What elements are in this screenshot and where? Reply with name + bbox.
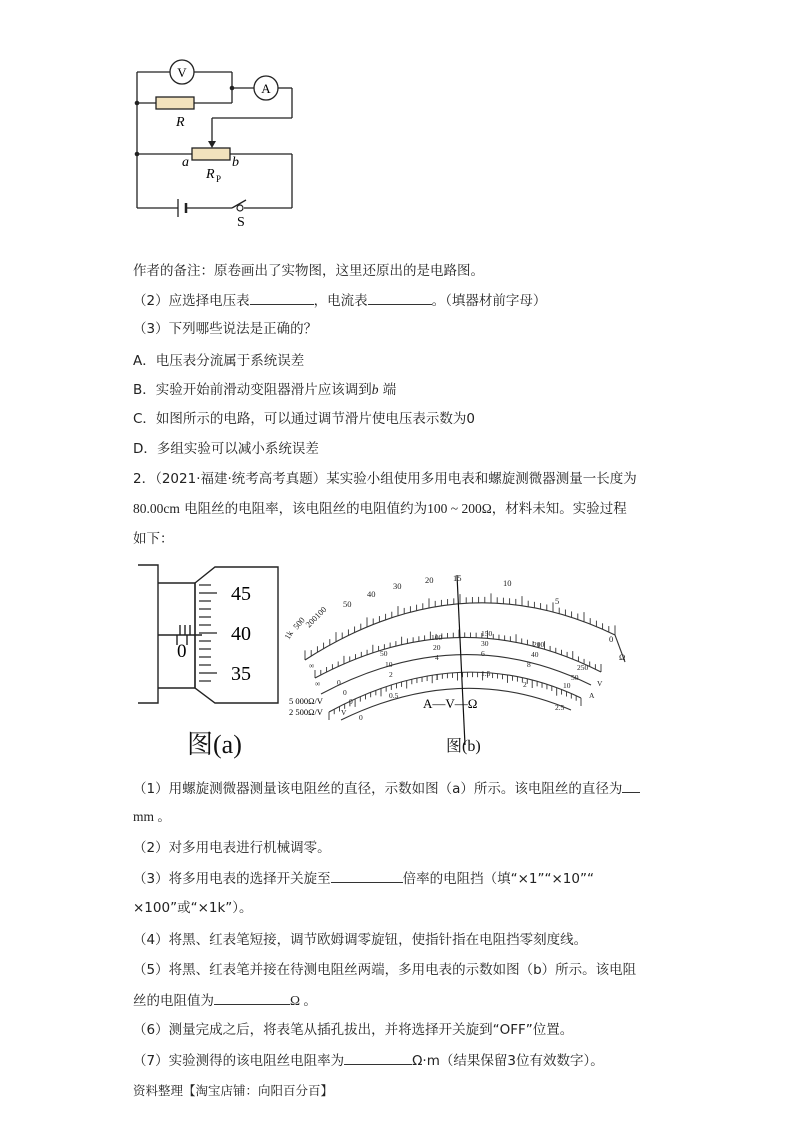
step-5-cont (133, 991, 317, 1010)
q2-text-1: （2）应选择电压表 (133, 293, 250, 309)
step-5-unit: Ω 。 (290, 993, 317, 1008)
meter-model-label: A—V—Ω (423, 696, 478, 711)
omega-label-30: 30 (393, 581, 402, 591)
step-7-tail: Ω·m（结果保留3位有效数字）。 (412, 1053, 604, 1069)
left-mark-1: ∞ (309, 661, 315, 670)
figure-a-caption: 图(a) (187, 730, 242, 759)
dc-scale-150: 150 (481, 629, 493, 638)
omega-label-5: 5 (555, 596, 560, 606)
step-5-text: 丝的电阻值为 (133, 993, 214, 1009)
step-1-text: （1）用螺旋测微器测量该电阻丝的直径，示数如图（a）所示。该电阻丝的直径为 (133, 781, 623, 797)
step-3-text: （3）将多用电表的选择开关旋至 (133, 871, 331, 887)
option-c: C．如图所示的电路，可以通过调节滑片使电压表示数为0 (133, 411, 476, 427)
dc-scale3-10: 10 (563, 681, 571, 690)
circuit-diagram (0, 0, 800, 230)
question-3: （3）下列哪些说法是正确的？ (133, 321, 318, 337)
step-1-unit (133, 808, 171, 826)
option-a: A．电压表分流属于系统误差 (133, 353, 305, 369)
meter-needle (457, 575, 465, 745)
problem-2-line-2 (133, 500, 627, 518)
sensitivity-5000: 5 000Ω/V (289, 696, 323, 706)
dc-scale2-40: 40 (531, 650, 539, 659)
omega-label-15: 15 (453, 573, 462, 583)
right-mark-a: A (589, 691, 595, 700)
dc-scale3-0: 0 (349, 697, 353, 706)
rheostat-end-b: b (232, 155, 239, 170)
rheostat-subscript: P (216, 174, 222, 184)
dc-scale3-2: 2 (389, 670, 393, 679)
omega-label-40: 40 (367, 589, 376, 599)
q2-ammeter-blank[interactable] (368, 291, 432, 305)
left-mark-2: ∞ (315, 679, 321, 688)
left-mark-3: V (341, 708, 347, 717)
dc-scale3-4: 4 (435, 653, 439, 662)
problem-2-text: 电阻丝的电阻率，该电阻丝的电阻值约为 (179, 501, 428, 517)
omega-label-200-100: 200100 (303, 604, 329, 630)
omega-label-0: 0 (609, 634, 614, 644)
option-b (133, 381, 396, 399)
dc-scale-200: 200 (533, 640, 545, 649)
step-7-text: （7）实验测得的该电阻丝电阻率为 (133, 1053, 345, 1069)
dc-scale-0: 0 (337, 678, 341, 687)
rheostat-end-a: a (182, 155, 189, 170)
wire-length: 80.00cm (133, 501, 180, 516)
step-3 (133, 869, 594, 888)
micrometer-tick-45: 45 (231, 583, 251, 605)
step-3-cont: ×100”或“×1k”）。 (133, 900, 253, 916)
problem-2-line-3: 如下： (133, 531, 174, 547)
dc-scale3-8: 8 (527, 660, 531, 669)
ac-scale-2: 2 (523, 680, 527, 689)
option-b-tail: 端 (378, 382, 397, 398)
dc-scale3-6: 6 (481, 649, 485, 658)
micrometer-tick-40: 40 (231, 623, 251, 645)
omega-label-10: 10 (503, 578, 512, 588)
dc-scale-100: 100 (431, 633, 443, 642)
author-note: 作者的备注：原卷画出了实物图，这里还原出的是电路图。 (133, 263, 484, 279)
dc-scale2-10: 10 (385, 660, 393, 669)
option-b-text: B．实验开始前滑动变阻器滑片应该调到 (133, 382, 372, 398)
dc-scale2-20: 20 (433, 643, 441, 652)
voltmeter-label: V (177, 65, 187, 80)
right-mark-v: V (597, 679, 603, 688)
step-1 (133, 779, 640, 798)
micrometer-zero: 0 (177, 641, 187, 662)
step-3-tail: 倍率的电阻挡（填“×1”“×10”“ (402, 871, 594, 887)
ac-scale-0: 0 (359, 713, 363, 722)
ac-scale-1: 1 (435, 673, 439, 682)
omega-label-500: 500 (290, 615, 307, 632)
resistivity-blank[interactable] (344, 1051, 412, 1065)
dc-scale2-50: 50 (571, 673, 579, 682)
micrometer-tick-35: 35 (231, 663, 251, 685)
multimeter-figure (282, 570, 655, 750)
micrometer-figure (135, 563, 285, 713)
omega-unit: Ω (619, 652, 626, 662)
omega-label-20: 20 (425, 575, 434, 585)
sensitivity-2500: 2 500Ω/V (289, 707, 323, 717)
figure-b-caption: 图(b) (446, 738, 481, 755)
diameter-blank[interactable] (622, 779, 640, 793)
dc-scale2-0: 0 (343, 688, 347, 697)
ac-scale-2-5: 2.5 (555, 703, 565, 712)
switch-label: S (237, 215, 245, 230)
footer: 资料整理【淘宝店铺：向阳百分百】 (133, 1083, 334, 1098)
ac-scale-1-5: 1.5 (481, 669, 491, 678)
step-5: （5）将黑、红表笔并接在待测电阻丝两端，多用电表的示数如图（b）所示。该电阻 (133, 962, 637, 978)
step-7 (133, 1051, 604, 1070)
rheostat-label: R (206, 167, 215, 182)
q2-text-3: 。（填器材前字母） (431, 293, 547, 309)
step-2: （2）对多用电表进行机械调零。 (133, 840, 331, 856)
option-b-var: b (371, 382, 379, 397)
range-blank[interactable] (331, 869, 403, 883)
step-4: （4）将黑、红表笔短接，调节欧姆调零旋钮，使指针指在电阻挡零刻度线。 (133, 932, 588, 948)
omega-label-1k: 1k (282, 628, 295, 641)
ac-scale-0-5: 0.5 (389, 691, 399, 700)
question-2 (133, 291, 546, 310)
problem-2-line-1: 2．（2021·福建·统考高考真题）某实验小组使用多用电表和螺旋测微器测量一长度为 (133, 471, 637, 487)
option-d: D．多组实验可以减小系统误差 (133, 441, 319, 457)
omega-label-50: 50 (343, 599, 352, 609)
resistance-blank[interactable] (214, 991, 290, 1005)
step-1-unit-text: mm 。 (133, 809, 171, 824)
dc-scale-50: 50 (380, 649, 388, 658)
q2-voltmeter-blank[interactable] (250, 291, 314, 305)
step-6: （6）测量完成之后，将表笔从插孔拔出，并将选择开关旋到“OFF”位置。 (133, 1022, 574, 1038)
resistance-range: 100 ~ 200Ω (427, 501, 492, 516)
resistor-r-label: R (176, 115, 185, 130)
ammeter-label: A (261, 81, 271, 96)
q2-text-2: ，电流表 (313, 293, 368, 309)
dc-scale-250: 250 (577, 663, 589, 672)
dc-scale2-30: 30 (481, 639, 489, 648)
problem-2-text-end: ，材料未知。实验过程 (491, 501, 627, 517)
